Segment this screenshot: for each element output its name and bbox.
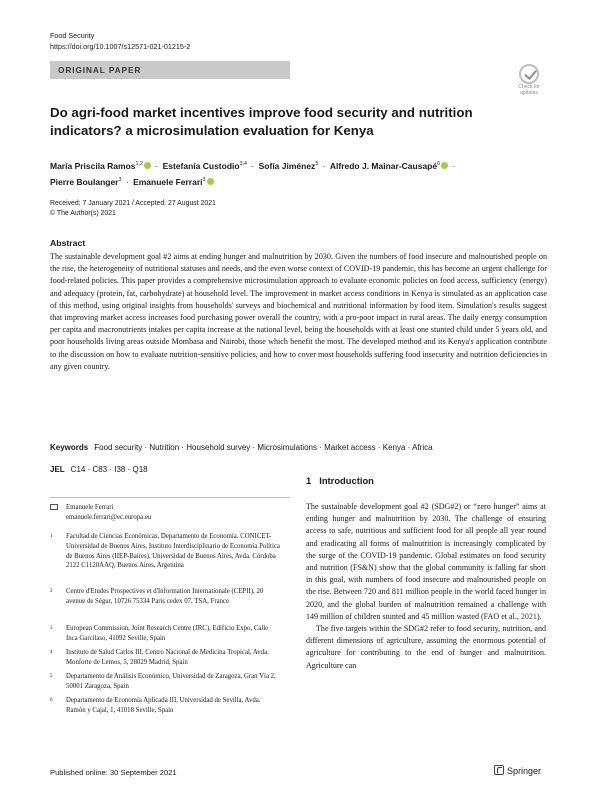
author[interactable]: Estefanía Custodio$^{3,4}$ [162, 160, 248, 171]
corresponding-email[interactable]: emanuele.ferrari@ec.europa.eu [66, 513, 152, 521]
abstract-text: The sustainable development goal #2 aims at ending hunger and malnutrition by 2030. Given the numbers of food insecure and malnourished people on the rise, the heterogeneity of nutritional statuses and needs, and the even worse context of COVID-19 pandemic, this has become an urgent challenge for food-related policies. This paper provides a comprehensive microsimulation approach to evaluate economic policies on food access, sufficiency (energy) and adequacy (protein, fat, carbohydrate) at household level. The improvement in market access conditions in Kenya is simulated as an application case of this method, using original insights from households' surveys and biochemical and nutritional information by food item. Simulation's results suggest that improving market access increases food purchasing power overall the country, with a pro-poor impact in rural areas. The daily energy consumption per capita and macronutrients intakes per capita increase at the national level, being the households with at least one stunted child under 5 years old, and poor households living areas outside Mombasa and Nairobi, those which benefit the most. The developed method and its Kenya's application contribute to the discussion on how to evaluate nutrition-sensitive policies, and how to cover most households suffering food insecurity and nutrition deficiencies in any given country. [50, 252, 547, 371]
article-title: Do agri-food market incentives improve food security and nutrition indicators? a microsimulation evaluation for Kenya [50, 105, 473, 138]
received-accepted: Received: 7 January 2021 / Accepted: 27 August 2021 [50, 200, 216, 207]
copyright-line: © The Author(s) 2021 [50, 210, 116, 217]
jel-codes [50, 465, 550, 474]
author[interactable]: Alfredo J. Mainar-Causapé$^6$ [330, 161, 448, 171]
footnote-divider [50, 497, 290, 498]
keywords-list: Food security · Nutrition · Household survey · Microsimulations · Market access · Kenya · Africa [94, 443, 433, 452]
section-title: Introduction [319, 475, 374, 486]
section-number: 1 [306, 475, 312, 486]
affiliation: 5 Departamento de Análisis Económico, Universidad de Zaragoza, Gran Vía 2, 50001 Zaragoza, Spain [50, 673, 276, 690]
check-updates-label: Check for updates [518, 84, 540, 96]
section-banner-label: ORIGINAL PAPER [58, 65, 142, 75]
affiliation: 2 Centre d'Etudes Prospectives et d'Information Internationale (CEPII), 20 avenue de Ségur, 10726 75334 Paris cedex 07, TSA, France [50, 588, 264, 605]
author[interactable]: Sofía Jiménez$^5$ [258, 160, 319, 171]
keywords-label: Keywords [50, 443, 89, 452]
affiliation: 1 Facultad de Ciencias Económicas, Departamento de Economía. CONICET-Universidad de Buenos Aires, Instituto Interdisciplinario de Economía Política de Buenos Aires (IIEP-Baires), Universidad de Buenos Aires, Avda. Córdoba 2122 C1120AAQ, Buenos Aires, Argentina [50, 533, 280, 570]
doi-link[interactable]: https://doi.org/10.1007/s12571-021-01215-2 [50, 42, 191, 51]
jel-list: C14 · C83 · I38 · Q18 [70, 465, 148, 474]
affiliation: 6 Departamento de Economía Aplicada III, Universidad de Sevilla, Avda. Ramón y Cajal, 1, 41018 Seville, Spain [50, 697, 261, 714]
corresponding-name: Emanuele Ferrari [66, 504, 114, 511]
affiliation: 4 Instituto de Salud Carlos III, Centro Nacional de Medicina Tropical, Avda. Monforte de Lemos, 5, 28029 Madrid, Spain [50, 649, 269, 666]
envelope-icon [50, 504, 58, 510]
section-banner [50, 61, 290, 79]
article-dates [50, 199, 216, 219]
check-for-updates-badge[interactable] [515, 64, 543, 96]
keywords [50, 443, 550, 452]
author[interactable]: Pierre Boulanger$^3$ [50, 176, 122, 187]
jel-label: JEL [50, 465, 65, 474]
introduction-heading [306, 475, 374, 486]
author[interactable]: María Priscila Ramos$^{1,2}$ [50, 161, 151, 171]
abstract-heading: Abstract [50, 238, 86, 248]
affiliation: 3 European Commission, Joint Research Centre (JRC), Edificio Expo, Calle Inca Garcilaso, 41092 Seville, Spain [50, 625, 269, 642]
check-updates-icon [519, 64, 539, 84]
publisher-logo: Springer [494, 765, 541, 776]
corresponding-author [50, 503, 151, 522]
intro-paragraph-1: The sustainable development goal #2 (SDG#2) or “zero hunger” aims at ending hunger and malnutrition by 2030. The challenge of ensuring access to safe, nutritious and sufficient food for all people all year round and eradicating all forms of malnutrition is increasingly complicated by the surge of the COVID-19 pandemic. Global estimates on food security and nutrition (FS&N) show that the global community is falling far short in this goal, with numbers of food insecure and malnourished people on the rise. Between 720 and 811 million people in the world faced hunger in 2020, and the global burden of malnutrition remained a challenge with 149 million of children stunted and 45 million wasted (FAO et al., 2021). [306, 502, 546, 621]
author[interactable]: Emanuele Ferrari$^3$ [133, 177, 213, 187]
citation-link[interactable]: 2021 [520, 611, 537, 621]
introduction-body [306, 501, 546, 672]
journal-name: Food Security [50, 31, 95, 40]
orcid-icon[interactable] [207, 178, 214, 185]
springer-horse-icon [494, 765, 504, 775]
orcid-icon[interactable] [144, 162, 151, 169]
published-online-date: Published online: 30 September 2021 [50, 768, 177, 777]
intro-paragraph-2: The five targets within the SDG#2 refer to food security, nutrition, and different dimensions of agriculture, assuming the enormous potential of agriculture for contributing to the end of hunger and malnutrition. Agriculture can [306, 624, 546, 670]
author-list: María Priscila Ramos$^{1,2}$ · Estefanía Custodio$^{3,4}$ · Sofía Jiménez$^5$ · Alfredo J. Mainar-Causapé$^6$ · Pierre Boulanger$^3$ · Emanuele Ferrari$^3$ [50, 160, 456, 187]
